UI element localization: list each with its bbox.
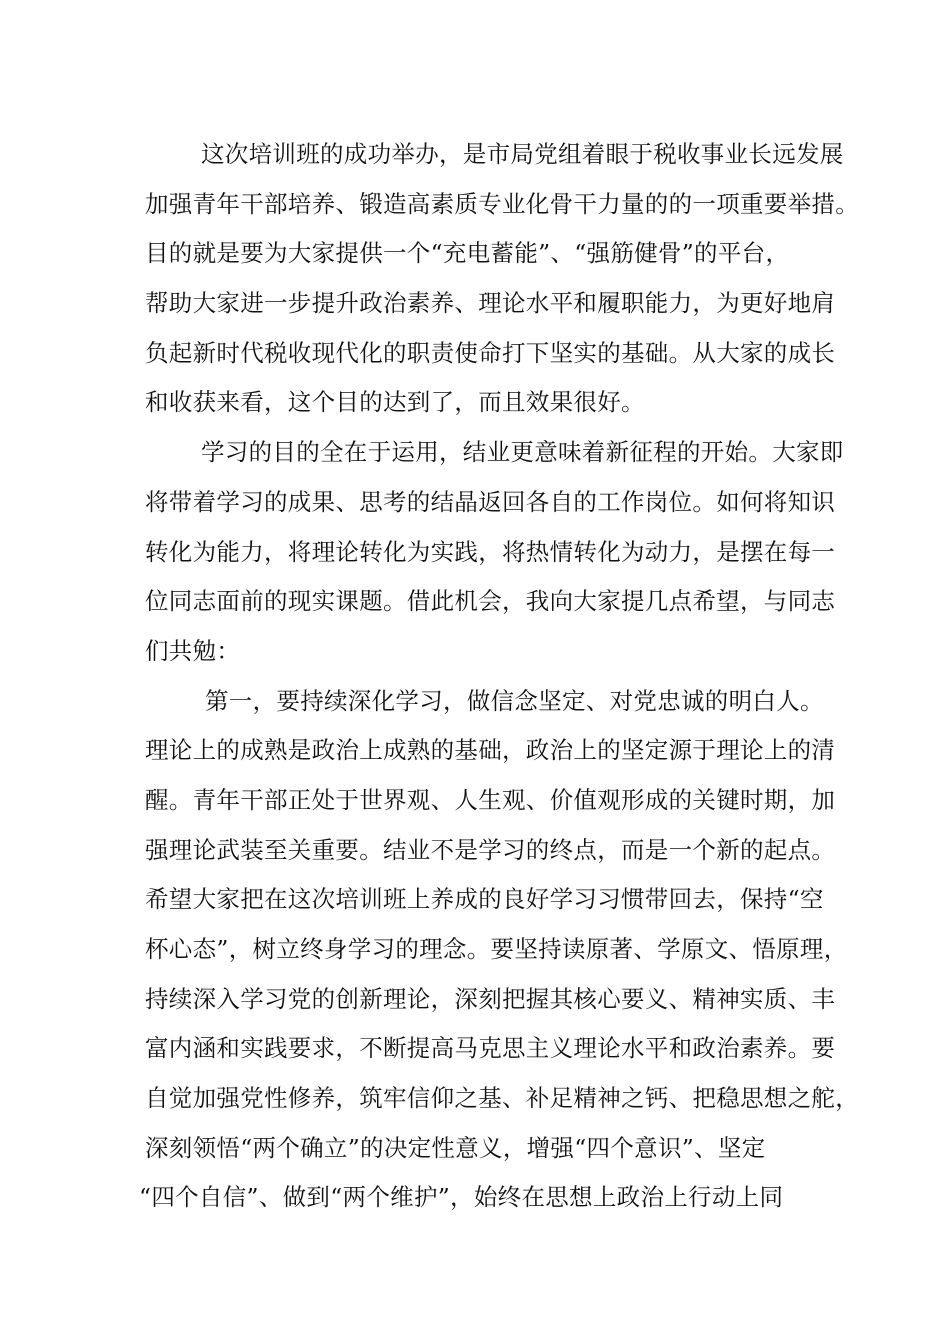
paragraph-first-point (139, 681, 859, 1228)
text-line: 第一，要持续深化学习，做信念坚定、对党忠诚的明白人。 (205, 686, 824, 715)
text-line: 将带着学习的成果、思考的结晶返回各自的工作岗位。如何将知识 (145, 487, 836, 516)
text-line: 位同志面前的现实课题。借此机会，我向大家提几点希望，与同志 (145, 587, 836, 616)
text-line: 自觉加强党性修养，筑牢信仰之基、补足精神之钙、把稳思想之舵， (145, 1084, 859, 1113)
text-line: 富内涵和实践要求，不断提高马克思主义理论水平和政治素养。要 (145, 1034, 836, 1063)
text-line: 和收获来看，这个目的达到了，而且效果很好。 (145, 388, 645, 417)
text-line: 负起新时代税收现代化的职责使命打下坚实的基础。从大家的成长 (145, 338, 836, 367)
paragraph-training-purpose (145, 134, 859, 432)
text-line: 希望大家把在这次培训班上养成的良好学习习惯带回去，保持“空 (145, 885, 824, 914)
text-line: 转化为能力，将理论转化为实践，将热情转化为动力，是摆在每一 (145, 537, 836, 566)
text-line: “四个自信”、做到“两个维护”，始终在思想上政治上行动上同 (139, 1183, 784, 1212)
text-line: 理论上的成熟是政治上成熟的基础，政治上的坚定源于理论上的清 (145, 736, 836, 765)
text-line: 持续深入学习党的创新理论，深刻把握其核心要义、精神实质、丰 (145, 984, 836, 1013)
text-line: 目的就是要为大家提供一个“充电蓄能”、“强筋健骨”的平台， (145, 239, 790, 268)
text-line: 学习的目的全在于运用，结业更意味着新征程的开始。大家即 (201, 438, 844, 467)
text-line: 帮助大家进一步提升政治素养、理论水平和履职能力，为更好地肩 (145, 289, 836, 318)
text-line: 深刻领悟“两个确立”的决定性意义，增强“四个意识”、坚定 (145, 1133, 766, 1162)
text-line: 醒。青年干部正处于世界观、人生观、价值观形成的关键时期，加 (145, 785, 836, 814)
text-line: 加强青年干部培养、锻造高素质专业化骨干力量的的一项重要举措。 (145, 189, 859, 218)
text-line: 这次培训班的成功举办，是市局党组着眼于税收事业长远发展 (201, 140, 844, 168)
text-line: 强理论武装至关重要。结业不是学习的终点，而是一个新的起点。 (145, 835, 836, 864)
paragraph-learning-application (145, 432, 844, 680)
document-body (139, 134, 859, 1227)
text-line: 杯心态”，树立终身学习的理念。要坚持读原著、学原文、悟原理， (145, 935, 848, 963)
text-line: 们共勉： (145, 636, 241, 665)
